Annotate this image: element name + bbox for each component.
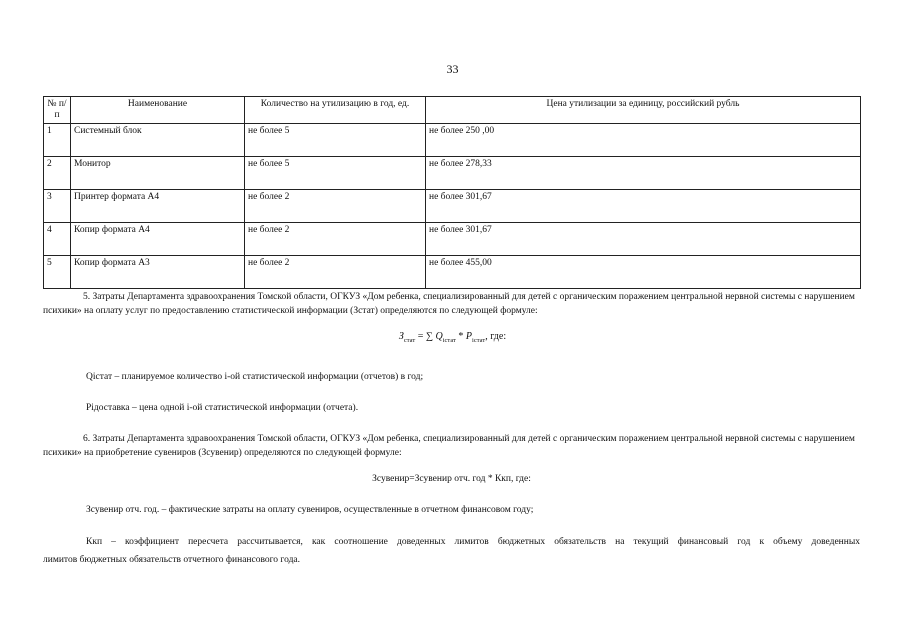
- table-row: [44, 256, 861, 289]
- table-row: [44, 190, 861, 223]
- row-name: Монитор: [71, 157, 245, 190]
- table-row: [44, 157, 861, 190]
- formula-tail: , где:: [485, 331, 507, 342]
- row-number: 3: [44, 190, 71, 223]
- definition-kkp-line1: Ккп – коэффициент пересчета рассчитывается, как соотношение доведенных лимитов бюджетных обязательств на текущий финансовый год к объему доведенных: [86, 537, 860, 547]
- formula-p: P: [465, 331, 473, 342]
- paragraph-souvenir-costs: 6. Затраты Департамента здравоохранения Томской области, ОГКУЗ «Дом ребенка, специализированный для детей с органическим поражением центральной нервной системы с нарушением психики» на приобретение сувениров (Зсувенир) определяются по следующей формуле:: [43, 434, 855, 458]
- definition-kkp-line2: лимитов бюджетных обязательств отчетного финансового года.: [43, 555, 300, 565]
- formula-lhs: З: [398, 331, 404, 342]
- row-quantity: не более 2: [245, 223, 426, 256]
- row-number: 1: [44, 124, 71, 157]
- formula-p-sub: iстат: [472, 337, 486, 344]
- definition-q-stat: Qiстат – планируемое количество i-ой статистической информации (отчетов) в год;: [86, 372, 424, 382]
- row-name: Копир формата А4: [71, 223, 245, 256]
- formula-sum: = ∑: [417, 331, 433, 342]
- table-row: [44, 124, 861, 157]
- formula-statistics: [0, 331, 905, 344]
- table-row: [44, 223, 861, 256]
- column-header-quantity: Количество на утилизацию в год, ед.: [245, 97, 426, 124]
- row-price: не более 278,33: [426, 157, 861, 190]
- formula-q-sub: iстат: [442, 337, 456, 344]
- formula-lhs-sub: стат: [403, 337, 416, 344]
- row-quantity: не более 5: [245, 124, 426, 157]
- row-price: не более 301,67: [426, 223, 861, 256]
- row-name: Принтер формата А4: [71, 190, 245, 223]
- definition-p-delivery: Piдоставка – цена одной i-ой статистической информации (отчета).: [86, 403, 359, 413]
- formula-times: *: [458, 331, 464, 342]
- row-price: не более 301,67: [426, 190, 861, 223]
- paragraph-statistics-costs: 5. Затраты Департамента здравоохранения Томской области, ОГКУЗ «Дом ребенка, специализированный для детей с органическим поражением центральной нервной системы с нарушением психики» на оплату услуг по предоставлению статистической информации (Зстат) определяются по следующей формуле:: [43, 292, 855, 316]
- formula-souvenir: Зсувенир=Зсувенир отч. год * Ккп, где:: [372, 474, 531, 484]
- row-name: Копир формата А3: [71, 256, 245, 289]
- definition-souvenir-actual: Зсувенир отч. год. – фактические затраты на оплату сувениров, осуществленные в отчетном финансовом году;: [86, 505, 534, 515]
- row-name: Системный блок: [71, 124, 245, 157]
- row-quantity: не более 2: [245, 256, 426, 289]
- page-number: 33: [446, 62, 459, 76]
- table-header-row: [44, 97, 861, 124]
- column-header-number: № п/п: [44, 97, 71, 124]
- row-quantity: не более 2: [245, 190, 426, 223]
- utilization-table: [43, 96, 861, 289]
- formula-q: Q: [435, 331, 443, 342]
- row-price: не более 455,00: [426, 256, 861, 289]
- column-header-price: Цена утилизации за единицу, российский рубль: [426, 97, 861, 124]
- row-number: 4: [44, 223, 71, 256]
- row-number: 2: [44, 157, 71, 190]
- row-price: не более 250 ,00: [426, 124, 861, 157]
- column-header-name: Наименование: [71, 97, 245, 124]
- row-number: 5: [44, 256, 71, 289]
- row-quantity: не более 5: [245, 157, 426, 190]
